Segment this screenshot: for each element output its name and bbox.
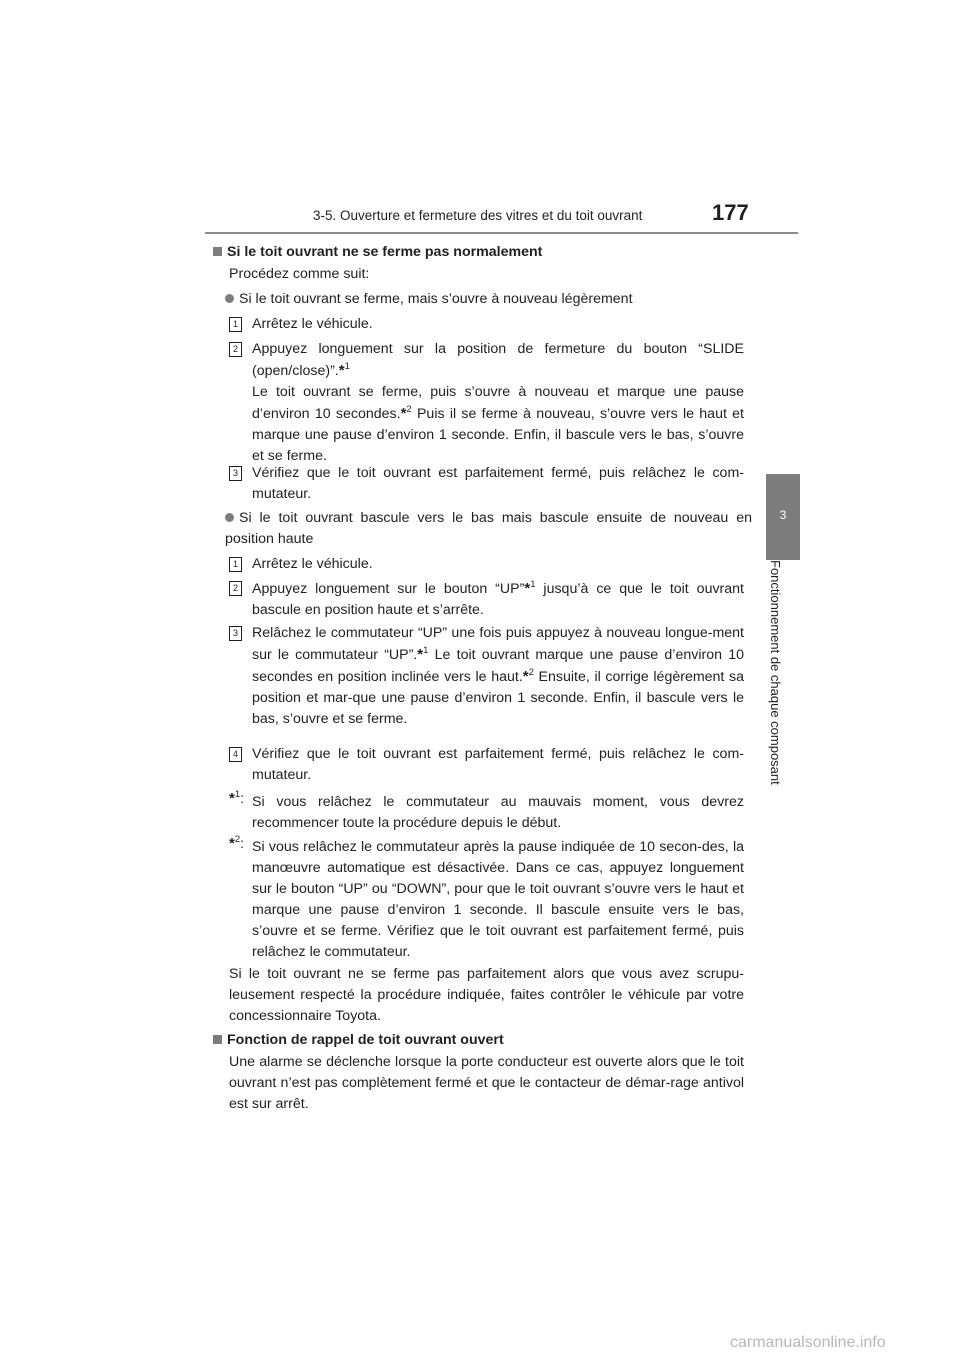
step-number-1: 1 bbox=[229, 557, 242, 572]
step-number-3: 3 bbox=[229, 626, 242, 641]
footnote-1: Si vous relâchez le commutateur au mauvais moment, vous devrez recommencer toute la procédure depuis le début. bbox=[252, 794, 744, 831]
square-bullet-icon bbox=[213, 1035, 222, 1044]
closing-paragraph: Si le toit ouvrant ne se ferme pas parfaitement alors que vous avez scrupu-leusement respecté la procédure indiquée, faites contrôler le véhicule par votre concessionnaire Toyota. bbox=[229, 966, 744, 1024]
case-a-title: Si le toit ouvrant se ferme, mais s’ouvre à nouveau légèrement bbox=[225, 289, 633, 310]
header-divider bbox=[205, 232, 798, 234]
step-number-3: 3 bbox=[229, 466, 242, 481]
watermark-text: carmanualsonline.info bbox=[730, 1334, 886, 1351]
case-b-step3: Relâchez le commutateur “UP” une fois puis appuyez à nouveau longue-ment sur le commutateur “UP”.*$^1$ Le toit ouvrant marque une pause d’environ 10 secondes en position inclinée vers le haut.*$^2$ Ensuite, il corrige légèrement sa position et mar-que une pause d’environ 1 seconde. Enfin, il bascule vers le bas, s’ouvre et se ferme. bbox=[252, 625, 744, 727]
footnote-marker-2: *$^2$: bbox=[229, 834, 245, 852]
chapter-side-title-text: Fonctionnement de chaque composant bbox=[768, 560, 783, 785]
section-heading-not-closing: Si le toit ouvrant ne se ferme pas normalement bbox=[213, 242, 542, 263]
case-a-step2: Appuyez longuement sur la position de fermeture du bouton “SLIDE (open/close)”.*$^1$ Le toit ouvrant se ferme, puis s’ouvre à nouveau et marque une pause d’environ 10 secondes.*$^2$ Puis il se ferme à nouveau, s’ouvre vers le haut et marque une pause d’environ 1 seconde. Enfin, il bascule vers le bas, s’ouvre et se ferme. bbox=[252, 341, 744, 464]
case-b-step2: Appuyez longuement sur le bouton “UP”*$^1$ jusqu’à ce que le toit ouvrant bascule en position haute et s’arrête. bbox=[252, 579, 744, 618]
step-number-4: 4 bbox=[229, 747, 242, 762]
chapter-tab bbox=[766, 474, 800, 560]
footnote-marker-1: *$^1$: bbox=[229, 789, 245, 807]
intro-text: Procédez comme suit: bbox=[229, 266, 370, 282]
square-bullet-icon bbox=[213, 247, 222, 256]
footnote-2: Si vous relâchez le commutateur après la pause indiquée de 10 secon-des, la manœuvre automatique est désactivée. Dans ce cas, appuyez longuement sur le bouton “UP” ou “DOWN”, pour que le toit ouvrant s’ouvre vers le haut et marque une pause d’environ 1 seconde. Il bascule ensuite vers le bas, s’ouvre et se ferme. Vérifiez que le toit ouvrant est parfaitement fermé, puis relâchez le commutateur. bbox=[252, 839, 744, 960]
case-a-step3: Vérifiez que le toit ouvrant est parfaitement fermé, puis relâchez le com-mutateur. bbox=[252, 465, 744, 502]
chapter-side-title bbox=[768, 560, 795, 810]
step-number-2: 2 bbox=[229, 581, 242, 596]
chapter-tab-number: 3 bbox=[779, 508, 787, 522]
section-heading-reminder: Fonction de rappel de toit ouvrant ouvert bbox=[213, 1030, 504, 1051]
case-b-step4: Vérifiez que le toit ouvrant est parfaitement fermé, puis relâchez le com-mutateur. bbox=[252, 746, 744, 783]
page-number: 177 bbox=[712, 200, 749, 225]
chapter-title: 3-5. Ouverture et fermeture des vitres et du toit ouvrant bbox=[313, 208, 643, 223]
step-number-2: 2 bbox=[229, 342, 242, 357]
case-b-title: Si le toit ouvrant bascule vers le bas mais bascule ensuite de nouveau en position haute bbox=[225, 510, 752, 547]
page-header bbox=[0, 0, 960, 240]
reminder-body: Une alarme se déclenche lorsque la porte conducteur est ouverte alors que le toit ouvrant n’est pas complètement fermé et que le contacteur de démar-rage antivol est sur arrêt. bbox=[229, 1054, 744, 1112]
circle-bullet-icon bbox=[225, 294, 234, 303]
case-a-step1: Arrêtez le véhicule. bbox=[252, 316, 373, 332]
step-number-1: 1 bbox=[229, 317, 242, 332]
circle-bullet-icon bbox=[225, 513, 234, 522]
case-b-step1: Arrêtez le véhicule. bbox=[252, 556, 373, 572]
